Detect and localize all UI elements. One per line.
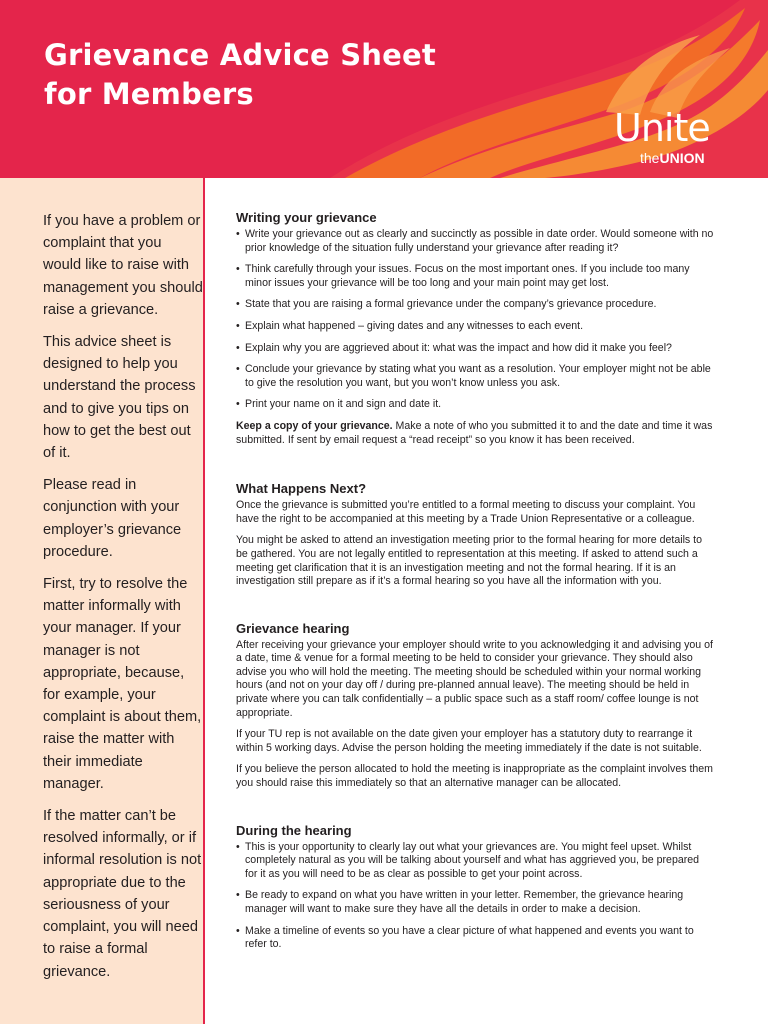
sidebar-paragraph: This advice sheet is designed to help you understand the process and to give you tips on how to get the best out of it. bbox=[43, 334, 196, 462]
list-item: • Write your grievance out as clearly and succinctly as possible in date order. Would someone with no prior knowledge of the situation fully understand your grievance after reading it? bbox=[236, 228, 714, 255]
logo-sub-main: UNION bbox=[659, 150, 705, 166]
page-title bbox=[44, 36, 436, 114]
section-writing bbox=[236, 210, 714, 447]
section-heading-writing: Writing your grievance bbox=[236, 210, 377, 225]
paragraph: You might be asked to attend an investigation meeting prior to the formal hearing for more details to be gathered. You are not legally entitled to representation at this meeting. If asked to attend such a meeting get clarification that it is an investigation meeting and not the formal hearing. If it is an investigation still prepare as if it’s a formal hearing so you have all the information with you. bbox=[236, 534, 703, 588]
sidebar-paragraph: Please read in conjunction with your employer’s grievance procedure. bbox=[43, 477, 182, 560]
list-item: • Print your name on it and sign and date it. bbox=[236, 398, 714, 412]
unite-logo-subtitle bbox=[640, 150, 705, 166]
sidebar-paragraph: If the matter can’t be resolved informally, or if informal resolution is not appropriate due to the seriousness of your complaint, you will need to raise a formal grievance. bbox=[43, 808, 202, 980]
list-item: • State that you are raising a formal grievance under the company’s grievance procedure. bbox=[236, 298, 714, 312]
during-bullet-list bbox=[236, 841, 714, 952]
sidebar-paragraph: First, try to resolve the matter informally with your manager. If your manager is not appropriate, because, for example, your complaint is about them, raise the matter with their immediate manager. bbox=[43, 576, 202, 792]
list-item: • Conclude your grievance by stating what you want as a resolution. Your employer might not be able to give the resolution you want, but you won’t know unless you ask. bbox=[236, 363, 714, 390]
paragraph: If you believe the person allocated to hold the meeting is inappropriate as the complaint involves them you should raise this immediately so that an alternative manager can be allocated. bbox=[236, 763, 714, 790]
keep-copy-bold: Keep a copy of your grievance. bbox=[236, 419, 393, 432]
title-line-1: Grievance Advice Sheet bbox=[44, 38, 436, 72]
list-item: • Make a timeline of events so you have a clear picture of what happened and events you want to refer to. bbox=[236, 925, 714, 952]
keep-copy-text: Make a note of who you submitted it to and the date and time it was submitted. If sent by email request a “read receipt” so you know it has been received. bbox=[236, 419, 713, 446]
writing-bullet-list bbox=[236, 228, 714, 412]
paragraph: If your TU rep is not available on the date given your employer has a statutory duty to rearrange it within 5 working days. Advise the person holding the meeting immediately if the date is not suitable. bbox=[236, 728, 702, 754]
list-item: • Think carefully through your issues. Focus on the most important ones. If you include too many minor issues your grievance will be too long and your main point may get lost. bbox=[236, 263, 714, 290]
list-item: • Be ready to expand on what you have written in your letter. Remember, the grievance hearing manager will want to make sure they have all the details in order to make a decision. bbox=[236, 889, 714, 916]
paragraph: Once the grievance is submitted you’re entitled to a formal meeting to discuss your complaint. You have the right to be accompanied at this meeting by a Trade Union Representative or a colleague. bbox=[236, 499, 696, 525]
unite-logo-text: Unite bbox=[614, 106, 710, 150]
sidebar-paragraph: If you have a problem or complaint that you would like to raise with management you should raise a grievance. bbox=[43, 213, 203, 318]
list-item: • Explain why you are aggrieved about it: what was the impact and how did it make you feel? bbox=[236, 342, 714, 356]
section-heading-during: During the hearing bbox=[236, 822, 352, 838]
section-what-next bbox=[236, 481, 714, 589]
sidebar-intro bbox=[43, 210, 203, 993]
logo-sub-prefix: the bbox=[640, 150, 660, 166]
header-banner bbox=[0, 0, 768, 178]
keep-copy-note bbox=[236, 420, 714, 447]
section-heading-what-next: What Happens Next? bbox=[236, 481, 367, 497]
section-heading-hearing: Grievance hearing bbox=[236, 620, 350, 636]
section-grievance-hearing bbox=[236, 621, 714, 791]
list-item: • Explain what happened – giving dates and any witnesses to each event. bbox=[236, 320, 714, 334]
list-item: • This is your opportunity to clearly lay out what your grievances are. You might feel upset. Whilst completely natural as you will be talking about yourself and what has aggrieved you, be prepared for it as you will need to be as clear as possible to get your point across. bbox=[236, 841, 714, 882]
title-line-2: for Members bbox=[44, 77, 254, 111]
paragraph: After receiving your grievance your employer should write to you acknowledging it and advising you of a date, time & venue for a formal meeting to be held to consider your grievance. They should also advise you who will hold the meeting. The meeting should be scheduled within your normal working hours (and not on your day off / during pre-planned annual leave). The meeting should be held in private where you can talk confidentially – a public space such as a staff room/ coffee lounge is not appropriate. bbox=[236, 638, 713, 719]
section-during-hearing bbox=[236, 823, 714, 952]
main-content bbox=[236, 210, 714, 982]
